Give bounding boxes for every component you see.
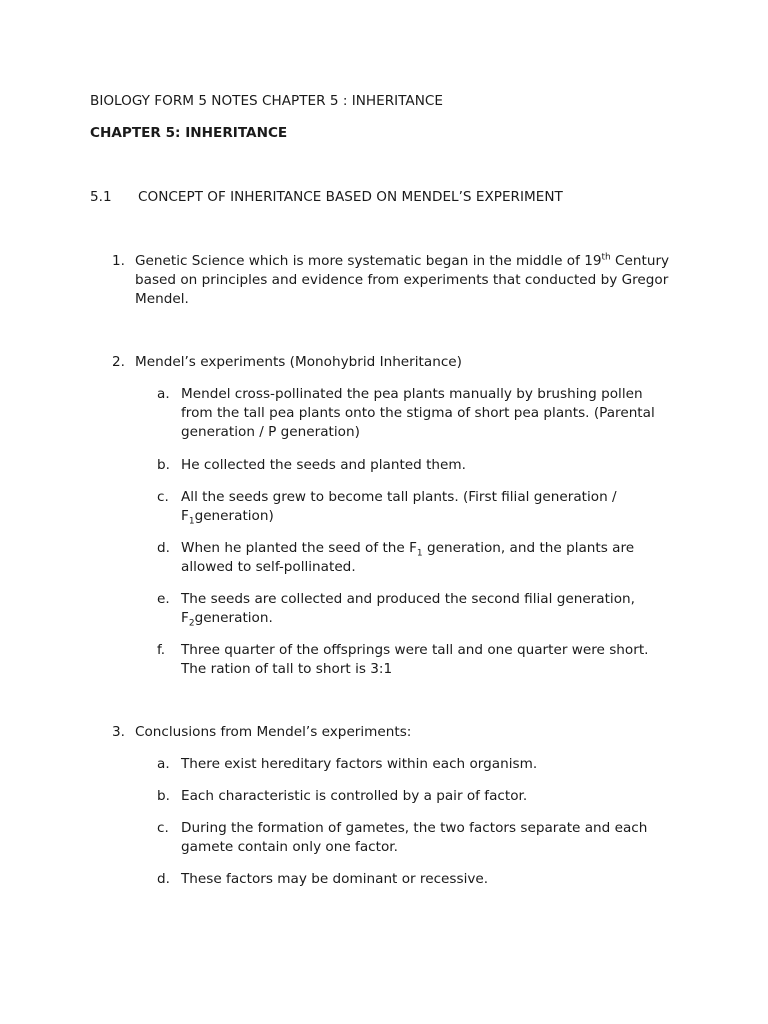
list-item-marker: 1. bbox=[112, 253, 125, 269]
text-line: Mendel cross-pollinated the pea plants manually by brushing pollen bbox=[181, 386, 643, 402]
subscript: 1 bbox=[416, 548, 423, 559]
text-line bbox=[135, 252, 695, 271]
text-line: Three quarter of the offsprings were tall and one quarter were short. bbox=[181, 642, 649, 658]
text-line: There exist hereditary factors within each organism. bbox=[181, 756, 538, 772]
list-item-marker: 2. bbox=[112, 354, 125, 370]
text-line: generation / P generation) bbox=[181, 424, 360, 440]
superscript: th bbox=[601, 252, 611, 263]
text-segment: Century bbox=[610, 253, 670, 269]
sub-item-marker: b. bbox=[157, 457, 170, 473]
sub-item-marker: d. bbox=[157, 871, 170, 887]
text-line: The ration of tall to short is 3:1 bbox=[181, 661, 393, 677]
text-segment: F bbox=[181, 508, 189, 524]
text-line: During the formation of gametes, the two factors separate and each bbox=[181, 820, 648, 836]
sub-item-text bbox=[181, 590, 677, 628]
section-title: CONCEPT OF INHERITANCE BASED ON MENDEL’S EXPERIMENT bbox=[138, 189, 563, 205]
text-line: gamete contain only one factor. bbox=[181, 839, 398, 855]
text-line bbox=[181, 539, 677, 558]
section-heading bbox=[90, 188, 563, 207]
text-line: The seeds are collected and produced the second filial generation, bbox=[181, 591, 635, 607]
text-segment: generation) bbox=[194, 508, 274, 524]
subscript: 2 bbox=[188, 618, 195, 629]
list-item-text: Conclusions from Mendel’s experiments: bbox=[135, 724, 412, 740]
text-line: All the seeds grew to become tall plants. (First filial generation / bbox=[181, 489, 617, 505]
text-segment: generation, and the plants are bbox=[422, 540, 635, 556]
sub-item-marker: c. bbox=[157, 820, 169, 836]
list-item-marker: 3. bbox=[112, 724, 125, 740]
text-line: These factors may be dominant or recessive. bbox=[181, 871, 489, 887]
sub-item-marker: d. bbox=[157, 540, 170, 556]
text-line bbox=[181, 507, 677, 526]
sub-item-text bbox=[181, 819, 677, 857]
list-item-text: Mendel’s experiments (Monohybrid Inheritance) bbox=[135, 354, 462, 370]
chapter-title: CHAPTER 5: INHERITANCE bbox=[90, 125, 288, 141]
sub-item-text bbox=[181, 539, 677, 577]
sub-item-marker: e. bbox=[157, 591, 170, 607]
text-segment: generation. bbox=[194, 610, 273, 626]
text-segment: When he planted the seed of the F bbox=[181, 540, 417, 556]
sub-item-text bbox=[181, 488, 677, 526]
sub-item-marker: c. bbox=[157, 489, 169, 505]
sub-item-marker: a. bbox=[157, 386, 170, 402]
section-number: 5.1 bbox=[90, 189, 112, 205]
text-segment: Genetic Science which is more systematic began in the middle of 19 bbox=[135, 253, 602, 269]
text-line: Each characteristic is controlled by a pair of factor. bbox=[181, 788, 528, 804]
list-item-text bbox=[135, 252, 695, 309]
sub-item-text bbox=[181, 755, 677, 774]
document-header: BIOLOGY FORM 5 NOTES CHAPTER 5 : INHERITANCE bbox=[90, 93, 443, 109]
sub-item-text bbox=[181, 787, 677, 806]
sub-item-marker: f. bbox=[157, 642, 166, 658]
text-line: allowed to self-pollinated. bbox=[181, 559, 356, 575]
sub-item-text bbox=[181, 641, 677, 679]
sub-item-text bbox=[181, 385, 677, 442]
text-line bbox=[181, 609, 677, 628]
text-line: based on principles and evidence from experiments that conducted by Gregor bbox=[135, 272, 669, 288]
sub-item-marker: a. bbox=[157, 756, 170, 772]
text-segment: F bbox=[181, 610, 189, 626]
sub-item-text bbox=[181, 870, 677, 889]
subscript: 1 bbox=[188, 516, 195, 527]
sub-item-marker: b. bbox=[157, 788, 170, 804]
text-line: Mendel. bbox=[135, 291, 189, 307]
text-line: from the tall pea plants onto the stigma of short pea plants. (Parental bbox=[181, 405, 655, 421]
sub-item-text bbox=[181, 456, 677, 475]
text-line: He collected the seeds and planted them. bbox=[181, 457, 466, 473]
